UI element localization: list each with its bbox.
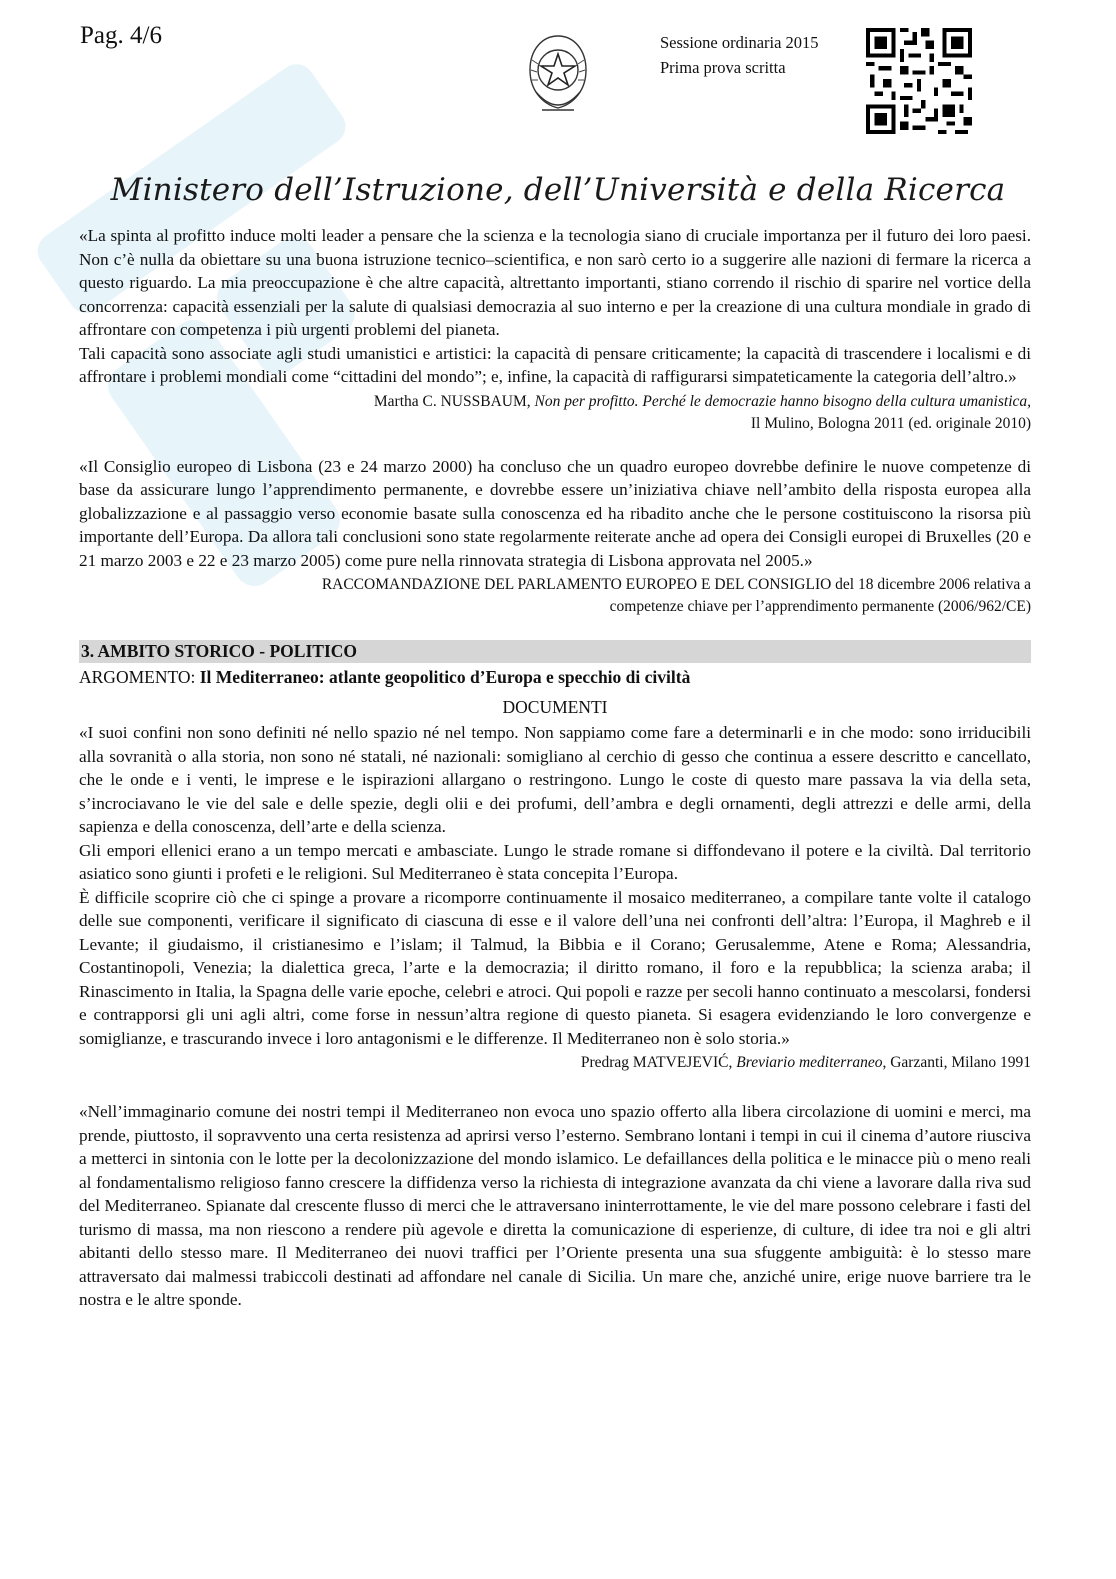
quote-raccomandazione <box>79 455 1031 619</box>
citation-title: Breviario mediterraneo <box>736 1054 883 1071</box>
page-number: Pag. 4/6 <box>80 22 162 49</box>
quote-paragraph: Tali capacità sono associate agli studi umanistici e artistici: la capacità di pensare criticamente; la capacità di trascendere i localismi e di affrontare i problemi mondiali come “cittadini del mondo”; e, infine, la capacità di raffigurarsi simpateticamente la categoria dell’altro.» <box>79 343 1031 386</box>
quote-paragraph: «Nell’immaginario comune dei nostri tempi il Mediterraneo non evoca uno spazio offerto alla libera circolazione di uomini e merci, ma prende, piuttosto, il sopravvento una certa resistenza ad aprirsi verso l’esterno. Sembrano lontani i tempi in cui il cinema d’autore riusciva a metterci in sintonia con le lotte per la decolonizzazione del mondo islamico. Le defaillances della politica e le minacce più o meno reali al fondamentalismo religioso fanno crescere la diffidenza verso la richiesta di integrazione avanzata da chi viene a lavorare dalla riva sud del Mediterraneo. Spianate dal crescente flusso di merci che le attraversano ininterrottamente, le vie del mare possono celebrare i fasti del turismo di massa, ma non riescono a rendere più agevole e diretta la comunicazione di esperienze, di culture, di idee tra noi e gli altri abitanti dello stesso mare. Il Mediterraneo dei nuovi traffici per l’Oriente presenta una sua sfuggente ambiguità: è lo stesso mare attraversato dai malmessi trabiccoli destinati ad affondare nel canale di Sicilia. Un mare che, anziché unire, erige nuove barriere tra le nostra e le altre sponde. <box>79 1102 1031 1309</box>
session-label: Sessione ordinaria 2015 <box>660 33 819 52</box>
republic-emblem-icon <box>522 30 594 120</box>
ministry-title: Ministero dell’Istruzione, dell’Università e della Ricerca <box>110 172 1006 208</box>
quote-mediterraneo <box>79 1100 1031 1312</box>
citation <box>79 1052 1031 1074</box>
citation-author: Martha C. NUSSBAUM, <box>373 392 535 410</box>
citation-publisher: , Garzanti, Milano 1991 <box>882 1054 1031 1071</box>
argomento-label: ARGOMENTO: <box>79 667 200 687</box>
quote-paragraph: Gli empori ellenici erano a un tempo mercati e ambasciate. Lungo le strade romane si diffondevano il potere e la civiltà. Dal territorio asiatico sono giunti i profeti e le religioni. Sul Mediterraneo è stata concepita l’Europa. <box>79 840 1031 883</box>
exam-label: Prima prova scritta <box>660 58 786 77</box>
quote-paragraph: «I suoi confini non sono definiti né nello spazio né nel tempo. Non sappiamo come fare a determinarli e in che modo: sono irriducibili alla sovranità o alla storia, non sono né statali, né nazionali: somigliano al cerchio di gesso che continua a essere descritto e cancellato, che le onde e i venti, le imprese e le ispirazioni allargano o restringono. Lungo le coste di questo mare passava la via della seta, s’incrociavano le vie del sale e delle spezie, degli olii e dei profumi, dell’ambra e degli ornamenti, degli attrezzi e delle armi, della sapienza e della conoscenza, dell’arte e della scienza. <box>79 723 1031 836</box>
citation-publisher: Il Mulino, Bologna 2011 (ed. originale 2010) <box>750 414 1031 432</box>
documenti-heading: DOCUMENTI <box>502 697 608 717</box>
citation-title: Non per profitto. Perché le democrazie hanno bisogno della cultura umanistica, <box>534 392 1031 410</box>
citation-line: competenze chiave per l’apprendimento permanente (2006/962/CE) <box>609 598 1031 615</box>
quote-paragraph: È difficile scoprire ciò che ci spinge a provare a ricomporre continuamente il mosaico mediterraneo, a compilare tante volte il catalogo delle sue componenti, verificare il significato di ciascuna di esse e il valore dell’una nei confronti dell’altra: l’Europa, il Maghreb e il Levante; il giudaismo, il cristianesimo e l’islam; il Talmud, la Bibbia e il Corano; Gerusalemme, Atene e Roma; Alessandria, Costantinopoli, Venezia; la dialettica greca, l’arte e la democrazia; il diritto romano, il foro e la repubblica; la scienza araba; il Rinascimento in Italia, la Spagna delle varie epoche, celebri e atroci. Qui popoli e razze per secoli hanno continuato a mescolarsi, fondersi e contrapporsi gli uni agli altri, come forse in nessun’altra regione di questo pianeta. Si esagera evidenziando le loro convergenze e somiglianze, e trascurando invece i loro antagonismi e le differenze. Il Mediterraneo non è solo storia.» <box>79 887 1031 1048</box>
quote-paragraph: «Il Consiglio europeo di Lisbona (23 e 24 marzo 2000) ha concluso che un quadro europeo dovrebbe definire le nuove competenze di base da assicurare lungo l’apprendimento permanente, e dovrebbe essere un’iniziativa chiave nell’ambito della risposta europea alla globalizzazione e al passaggio verso economie basate sulla conoscenza ed ha ribadito anche che le persone costituiscono la risorsa più importante dell’Europa. Da allora tali conclusioni sono state regolarmente reiterate anche ad opera dei Consigli europei di Bruxelles (20 e 21 marzo 2003 e 22 e 23 marzo 2005) come pure nella rinnovata strategia di Lisbona approvata nel 2005.» <box>79 456 1031 570</box>
citation <box>79 574 1031 618</box>
qr-code-icon <box>866 28 972 134</box>
argomento-title: Il Mediterraneo: atlante geopolitico d’Europa e specchio di civiltà <box>199 667 691 687</box>
argomento <box>79 665 1031 689</box>
section-heading: 3. AMBITO STORICO - POLITICO <box>79 640 1031 663</box>
quote-matvejevic <box>79 721 1031 1074</box>
citation <box>79 391 1031 435</box>
session-info <box>660 30 819 80</box>
quote-nussbaum <box>79 224 1031 435</box>
quote-paragraph: «La spinta al profitto induce molti leader a pensare che la scienza e la tecnologia siano di cruciale importanza per il futuro dei loro paesi. Non c’è nulla da obiettare su una buona istruzione tecnico–scientifica, e non sarò certo io a suggerire alle nazioni di fermare la ricerca a questo riguardo. La mia preoccupazione è che altre capacità, altrettanto importanti, stiano correndo il rischio di sparire nel vortice della concorrenza: capacità essenziali per la salute di qualsiasi democrazia al suo interno e per la creazione di una cultura mondiale in grado di affrontare con competenza i più urgenti problemi del pianeta. <box>79 226 1031 339</box>
citation-author: Predrag MATVEJEVIĆ, <box>580 1054 737 1071</box>
document-body <box>79 224 1031 1312</box>
citation-line: RACCOMANDAZIONE DEL PARLAMENTO EUROPEO E DEL CONSIGLIO del 18 dicembre 2006 relativa a <box>321 576 1031 593</box>
